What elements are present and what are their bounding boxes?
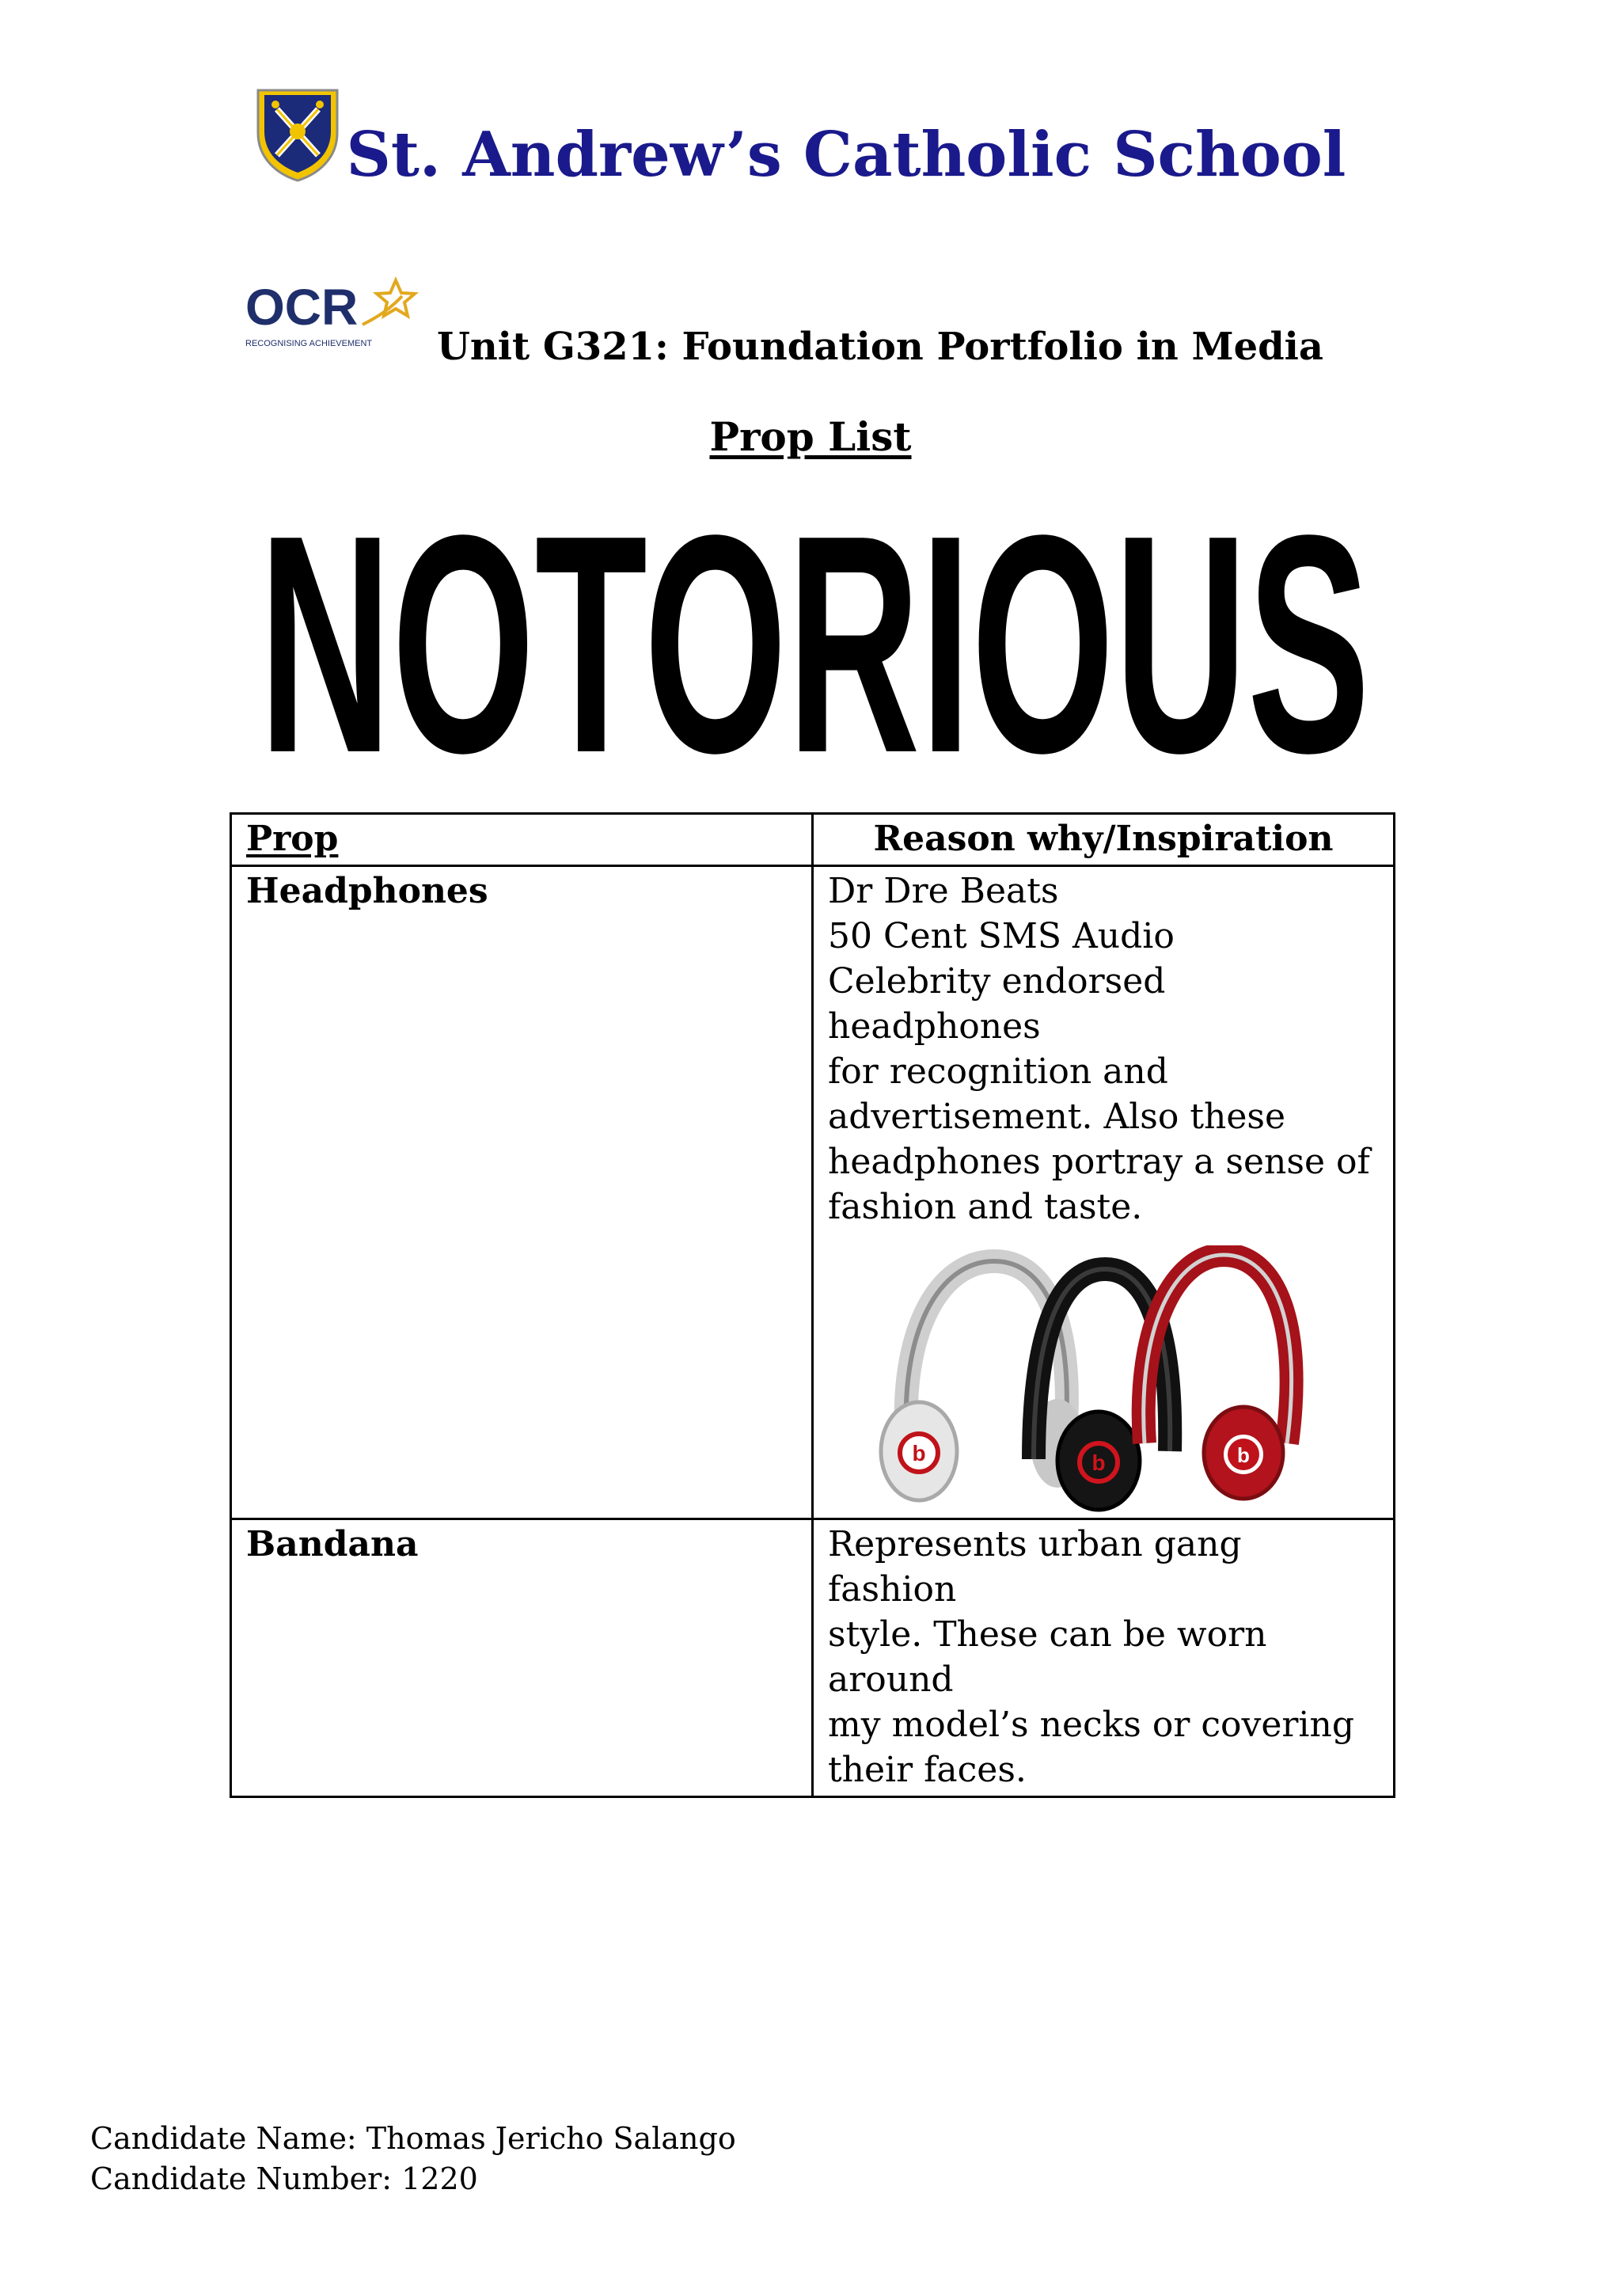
svg-text:OCR: OCR <box>245 279 359 336</box>
candidate-number: Candidate Number: 1220 <box>90 2161 478 2196</box>
column-header-reason: Reason why/Inspiration <box>813 814 1395 866</box>
prop-name: Headphones <box>246 871 488 911</box>
svg-text:b: b <box>912 1441 926 1465</box>
table-header-row <box>231 814 1395 866</box>
svg-text:b: b <box>1237 1443 1250 1467</box>
document-title: Prop List <box>709 413 912 460</box>
prop-name: Bandana <box>246 1524 419 1564</box>
svg-text:NOTORIOUS: NOTORIOUS <box>258 515 1370 768</box>
svg-text:b: b <box>1091 1450 1106 1475</box>
reason-cell <box>813 866 1395 1519</box>
prop-cell <box>231 1519 813 1797</box>
table-row <box>231 1519 1395 1797</box>
school-name: St. Andrew’s Catholic School <box>346 119 1346 191</box>
reason-text: Dr Dre Beats 50 Cent SMS Audio Celebrity endorsed headphones for recognition and advertisement. Also these headphones portray a sense of fashion and taste. <box>828 871 1370 1227</box>
headphones-image <box>875 1245 1319 1515</box>
notorious-title-logo <box>255 515 1374 768</box>
svg-text:RECOGNISING ACHIEVEMENT: RECOGNISING ACHIEVEMENT <box>245 339 373 348</box>
candidate-info <box>90 2119 736 2199</box>
column-header-prop: Prop <box>231 814 813 866</box>
unit-title: Unit G321: Foundation Portfolio in Media <box>437 325 1324 369</box>
reason-text: Represents urban gang fashion style. These can be worn around my model’s necks or covering their faces. <box>828 1524 1355 1790</box>
reason-cell <box>813 1519 1395 1797</box>
table-row <box>231 866 1395 1519</box>
prop-table <box>230 812 1395 1798</box>
ocr-logo <box>244 269 427 356</box>
prop-cell <box>231 866 813 1519</box>
candidate-name: Candidate Name: Thomas Jericho Salango <box>90 2121 736 2156</box>
